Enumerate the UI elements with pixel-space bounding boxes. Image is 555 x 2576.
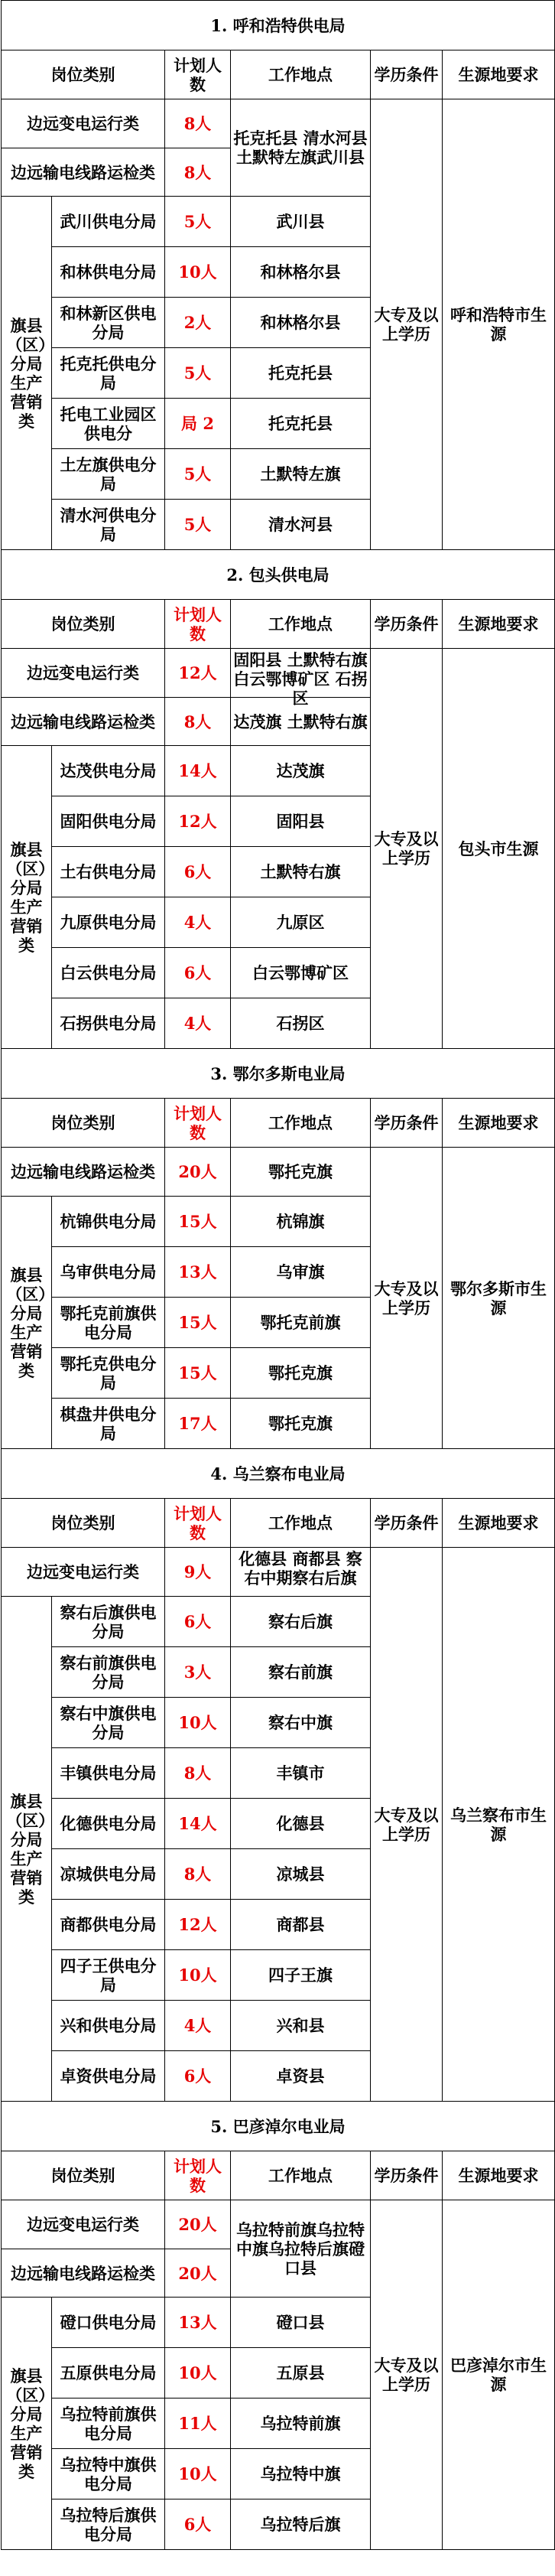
count-cell: 13人: [165, 2298, 231, 2348]
header-origin: 生源地要求: [443, 1099, 555, 1148]
origin-cell: 乌兰察布市生源: [443, 1548, 555, 2102]
category-cell: 边远变电运行类: [2, 1548, 165, 1597]
unit-cell: 托克托供电分局: [52, 348, 165, 399]
group-label: 旗县（区）分局生产营销类: [2, 1597, 52, 2102]
header-origin: 生源地要求: [443, 2151, 555, 2200]
count-cell: 15人: [165, 1348, 231, 1399]
count-cell: 10人: [165, 2449, 231, 2499]
header-education: 学历条件: [371, 2151, 443, 2200]
section-title-row: [2, 550, 555, 600]
count-cell: 5人: [165, 348, 231, 399]
location-cell: 乌拉特后旗: [231, 2499, 371, 2550]
count-cell: 14人: [165, 746, 231, 796]
category-cell: 边远变电运行类: [2, 99, 165, 148]
count-cell: 6人: [165, 1597, 231, 1647]
unit-cell: 凉城供电分局: [52, 1849, 165, 1900]
count-cell: 20人: [165, 1148, 231, 1197]
unit-cell: 卓资供电分局: [52, 2051, 165, 2102]
location-cell: 磴口县: [231, 2298, 371, 2348]
location-cell: 卓资县: [231, 2051, 371, 2102]
unit-cell: 杭锦供电分局: [52, 1197, 165, 1247]
unit-cell: 五原供电分局: [52, 2348, 165, 2399]
header-education: 学历条件: [371, 600, 443, 649]
unit-cell: 鄂托克供电分局: [52, 1348, 165, 1399]
location-cell: [231, 649, 371, 708]
count-cell: 10人: [165, 247, 231, 298]
location-cell: 鄂托克前旗: [231, 1298, 371, 1348]
category-cell: 边远输电线路运检类: [2, 2249, 165, 2298]
count-cell: 12人: [165, 796, 231, 847]
location-cell: 达茂旗 土默特右旗: [231, 698, 371, 746]
header-plan: 计划人数: [165, 50, 231, 99]
count-cell: 15人: [165, 1197, 231, 1247]
header-origin: 生源地要求: [443, 50, 555, 99]
education-cell: 大专及以上学历: [371, 649, 443, 1049]
count-cell: 14人: [165, 1799, 231, 1849]
section-title-row: [2, 2102, 555, 2151]
count-cell: 8人: [165, 1748, 231, 1799]
origin-cell: 呼和浩特市生源: [443, 99, 555, 550]
count-cell: 20人: [165, 2200, 231, 2249]
location-cell: 九原区: [231, 897, 371, 948]
count-cell: 8人: [165, 148, 231, 197]
location-cell: 固阳县: [231, 796, 371, 847]
count-cell: 17人: [165, 1399, 231, 1449]
header-category: 岗位类别: [2, 600, 165, 649]
location-cell: 清水河县: [231, 500, 371, 550]
category-cell: 边远变电运行类: [2, 649, 165, 698]
location-cell: 托克托县: [231, 399, 371, 449]
location-cell: 托克托县 清水河县 土默特左旗武川县: [231, 99, 371, 197]
origin-cell: 巴彦淖尔市生源: [443, 2200, 555, 2550]
location-cell: 五原县: [231, 2348, 371, 2399]
location-cell: 四子王旗: [231, 1950, 371, 2001]
unit-cell: 化德供电分局: [52, 1799, 165, 1849]
location-cell: 鄂托克旗: [231, 1348, 371, 1399]
location-cell: 杭锦旗: [231, 1197, 371, 1247]
unit-cell: 武川供电分局: [52, 197, 165, 247]
location-cell: 乌拉特前旗: [231, 2399, 371, 2449]
unit-cell: 商都供电分局: [52, 1900, 165, 1950]
count-cell: 6人: [165, 948, 231, 998]
location-cell: 和林格尔县: [231, 247, 371, 298]
group-label: 旗县（区）分局生产营销类: [2, 1197, 52, 1449]
count-cell: 8人: [165, 1849, 231, 1900]
unit-cell: 土左旗供电分局: [52, 449, 165, 500]
header-plan: 计划人数: [165, 600, 231, 649]
unit-cell: 土右供电分局: [52, 847, 165, 897]
unit-cell: 清水河供电分局: [52, 500, 165, 550]
count-cell: 11人: [165, 2399, 231, 2449]
location-cell: 乌拉特中旗: [231, 2449, 371, 2499]
unit-cell: 达茂供电分局: [52, 746, 165, 796]
location-text: 固阳县 土默特右旗 白云鄂博矿区 石拐区: [233, 650, 368, 708]
table-row: [2, 99, 555, 148]
count-cell: 2人: [165, 298, 231, 348]
header-plan: 计划人数: [165, 1499, 231, 1548]
count-cell: 5人: [165, 197, 231, 247]
category-cell: 边远输电线路运检类: [2, 1148, 165, 1197]
section-title: 4. 乌兰察布电业局: [2, 1449, 555, 1499]
header-plan: 计划人数: [165, 2151, 231, 2200]
count-cell: 13人: [165, 1247, 231, 1298]
location-cell: 土默特左旗: [231, 449, 371, 500]
header-category: 岗位类别: [2, 50, 165, 99]
location-cell: 察右前旗: [231, 1647, 371, 1698]
header-location: 工作地点: [231, 1499, 371, 1548]
header-education: 学历条件: [371, 50, 443, 99]
location-cell: 白云鄂博矿区: [231, 948, 371, 998]
section-title-row: [2, 1049, 555, 1099]
header-category: 岗位类别: [2, 1499, 165, 1548]
location-cell: 察右后旗: [231, 1597, 371, 1647]
header-category: 岗位类别: [2, 1099, 165, 1148]
header-plan: 计划人数: [165, 1099, 231, 1148]
unit-cell: 石拐供电分局: [52, 998, 165, 1049]
section-title-row: [2, 1, 555, 50]
location-cell: 乌拉特前旗乌拉特中旗乌拉特后旗磴口县: [231, 2200, 371, 2298]
location-cell: 托克托县: [231, 348, 371, 399]
count-cell: 4人: [165, 2001, 231, 2051]
header-location: 工作地点: [231, 2151, 371, 2200]
location-cell: 凉城县: [231, 1849, 371, 1900]
count-cell: 局 2: [165, 399, 231, 449]
header-location: 工作地点: [231, 50, 371, 99]
header-location: 工作地点: [231, 1099, 371, 1148]
count-cell: 8人: [165, 698, 231, 746]
header-row: [2, 50, 555, 99]
location-cell: 商都县: [231, 1900, 371, 1950]
unit-cell: 九原供电分局: [52, 897, 165, 948]
location-cell: 兴和县: [231, 2001, 371, 2051]
category-cell: 边远输电线路运检类: [2, 698, 165, 746]
section-title: 3. 鄂尔多斯电业局: [2, 1049, 555, 1099]
education-cell: 大专及以上学历: [371, 99, 443, 550]
location-cell: 鄂托克旗: [231, 1148, 371, 1197]
unit-cell: 和林新区供电分局: [52, 298, 165, 348]
location-cell: 鄂托克旗: [231, 1399, 371, 1449]
location-cell: 化德县: [231, 1799, 371, 1849]
unit-cell: 丰镇供电分局: [52, 1748, 165, 1799]
location-cell: 石拐区: [231, 998, 371, 1049]
header-origin: 生源地要求: [443, 1499, 555, 1548]
table-row: [2, 1148, 555, 1197]
section-title: 5. 巴彦淖尔电业局: [2, 2102, 555, 2151]
category-cell: 边远输电线路运检类: [2, 148, 165, 197]
header-row: [2, 2151, 555, 2200]
recruitment-table: [1, 0, 555, 2550]
count-cell: 6人: [165, 2051, 231, 2102]
unit-cell: 鄂托克前旗供电分局: [52, 1298, 165, 1348]
category-cell: 边远变电运行类: [2, 2200, 165, 2249]
location-cell: [231, 1548, 371, 1597]
unit-cell: 四子王供电分局: [52, 1950, 165, 2001]
education-cell: 大专及以上学历: [371, 1548, 443, 2102]
unit-cell: 察右前旗供电分局: [52, 1647, 165, 1698]
unit-cell: 乌拉特中旗供电分局: [52, 2449, 165, 2499]
table-row: [2, 2200, 555, 2249]
count-cell: 10人: [165, 1950, 231, 2001]
unit-cell: 和林供电分局: [52, 247, 165, 298]
count-cell: 5人: [165, 449, 231, 500]
count-cell: 15人: [165, 1298, 231, 1348]
header-row: [2, 600, 555, 649]
table-row: [2, 1548, 555, 1597]
count-cell: 10人: [165, 1698, 231, 1748]
count-cell: 20人: [165, 2249, 231, 2298]
location-cell: 土默特右旗: [231, 847, 371, 897]
unit-cell: 察右后旗供电分局: [52, 1597, 165, 1647]
table-row: [2, 649, 555, 698]
location-cell: 丰镇市: [231, 1748, 371, 1799]
location-text: 化德县 商都县 察右中期察右后旗: [239, 1549, 362, 1588]
unit-cell: 兴和供电分局: [52, 2001, 165, 2051]
count-cell: 4人: [165, 897, 231, 948]
location-cell: 和林格尔县: [231, 298, 371, 348]
count-cell: 8人: [165, 99, 231, 148]
education-cell: 大专及以上学历: [371, 2200, 443, 2550]
unit-cell: 乌拉特前旗供电分局: [52, 2399, 165, 2449]
header-row: [2, 1099, 555, 1148]
unit-cell: 乌审供电分局: [52, 1247, 165, 1298]
count-cell: 6人: [165, 2499, 231, 2550]
unit-cell: 察右中旗供电分局: [52, 1698, 165, 1748]
location-cell: 察右中旗: [231, 1698, 371, 1748]
count-cell: 6人: [165, 847, 231, 897]
unit-cell: 乌拉特后旗供电分局: [52, 2499, 165, 2550]
location-cell: 乌审旗: [231, 1247, 371, 1298]
header-row: [2, 1499, 555, 1548]
location-cell: 达茂旗: [231, 746, 371, 796]
section-title: 1. 呼和浩特供电局: [2, 1, 555, 50]
unit-cell: 托电工业园区供电分: [52, 399, 165, 449]
count-cell: 10人: [165, 2348, 231, 2399]
count-cell: 12人: [165, 649, 231, 698]
section-title: 2. 包头供电局: [2, 550, 555, 600]
count-cell: 3人: [165, 1647, 231, 1698]
origin-cell: 包头市生源: [443, 649, 555, 1049]
unit-cell: 磴口供电分局: [52, 2298, 165, 2348]
count-cell: 4人: [165, 998, 231, 1049]
unit-cell: 棋盘井供电分局: [52, 1399, 165, 1449]
count-cell: 9人: [165, 1548, 231, 1597]
location-cell: 武川县: [231, 197, 371, 247]
unit-cell: 白云供电分局: [52, 948, 165, 998]
group-label: 旗县（区）分局生产营销类: [2, 2298, 52, 2550]
count-cell: 12人: [165, 1900, 231, 1950]
header-education: 学历条件: [371, 1499, 443, 1548]
unit-cell: 固阳供电分局: [52, 796, 165, 847]
header-origin: 生源地要求: [443, 600, 555, 649]
origin-cell: 鄂尔多斯市生源: [443, 1148, 555, 1449]
header-location: 工作地点: [231, 600, 371, 649]
header-category: 岗位类别: [2, 2151, 165, 2200]
group-label: 旗县（区）分局生产营销类: [2, 746, 52, 1049]
count-cell: 5人: [165, 500, 231, 550]
group-label: 旗县（区）分局生产营销类: [2, 197, 52, 550]
header-education: 学历条件: [371, 1099, 443, 1148]
education-cell: 大专及以上学历: [371, 1148, 443, 1449]
section-title-row: [2, 1449, 555, 1499]
